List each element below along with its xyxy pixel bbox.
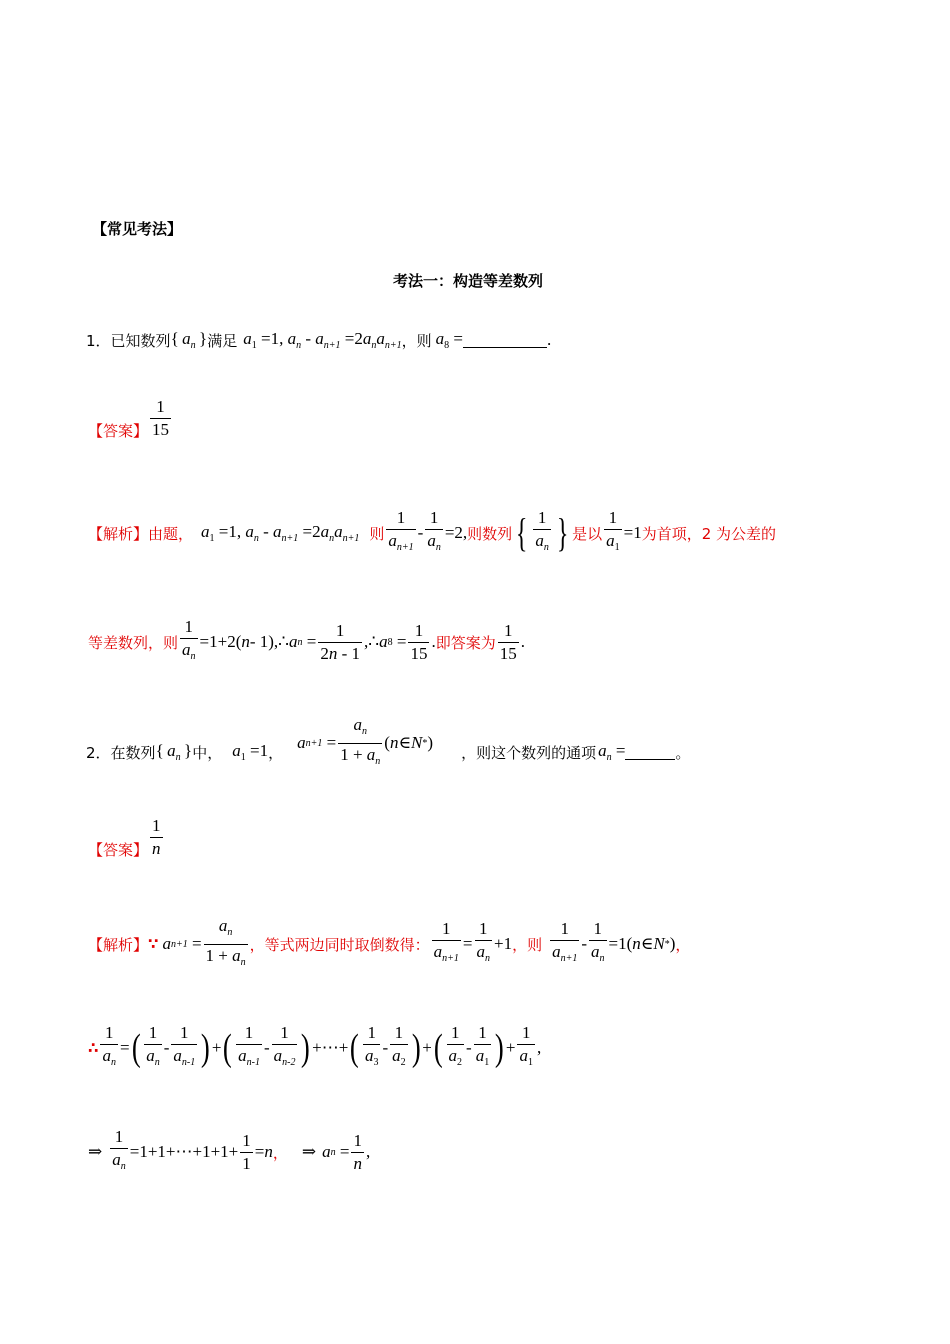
analysis-tag: 【解析】	[88, 524, 149, 543]
target-term: $a_n$ =	[598, 741, 626, 763]
formula: $\frac{1}{15}$ .	[499, 620, 525, 663]
sequence-symbol: { $a_n$ }	[155, 741, 193, 763]
question-1	[86, 318, 551, 362]
section-header: 【常见考法】	[92, 220, 183, 238]
question-text: 中，	[192, 743, 223, 762]
solution-2-line-3: ⇒ $\frac{1}{a_n}$ =1+1+⋯+1+1+ $\frac{1}{1}$ = n ， ⇒ a n = $\frac{1}{n}$ ,	[88, 1122, 370, 1182]
solution-1-line-2: 等差数列，则 $\frac{1}{a_n}$ =1+2( n - 1),∴ a n = $\frac{1}{2n - 1}$ ,∴ a 8 = $\frac{1}{15}$ . 即答案为 $\frac{1}{15}$ .	[88, 614, 525, 670]
formula: a n+1 = $\frac{a_n}{1 + a_n}$	[162, 916, 249, 973]
recurrence-formula: a n+1 = $\frac{a_n}{1 + a_n}$ ( n ∈ N * )	[297, 715, 433, 772]
period: .	[546, 330, 552, 349]
target-term: $a_8$ =	[435, 329, 463, 351]
analysis-tag: 【解析】	[88, 935, 149, 954]
answer-blank[interactable]	[625, 745, 675, 760]
answer-1	[88, 396, 173, 441]
question-text: ，则	[401, 331, 432, 350]
answer-blank[interactable]	[463, 333, 547, 348]
question-text: 满足	[207, 331, 238, 350]
condition-formula: $a_1 =1$, $a_n - a_{n+1} =2a_na_{n+1}$	[243, 329, 402, 351]
formula: $\frac{1}{a_{n+1}}$ - $\frac{1}{a_n}$ =2,	[384, 508, 467, 558]
formula: $\frac{1}{a_n}$ =1+2( n - 1),∴ a n = $\frac{1}{2n - 1}$ ,∴ a 8 = $\frac{1}{15}$ .	[178, 617, 436, 667]
formula: $a_1 =1$, $a_n - a_{n+1} =2a_na_{n+1}$	[201, 522, 360, 544]
formula: $\frac{1}{a_{n+1}}$ = $\frac{1}{a_n}$ +1	[430, 919, 512, 969]
formula: $a_1 =1$	[232, 741, 269, 763]
answer-tag: 【答案】	[88, 841, 149, 859]
answer-fraction: $\frac{1}{15}$	[152, 397, 170, 439]
formula: $\frac{1}{a_n}$ =1+1+⋯+1+1+ $\frac{1}{1}$ = n	[108, 1127, 273, 1177]
formula: a n = $\frac{1}{n}$ ,	[322, 1130, 371, 1173]
telescoping-formula: $\frac{1}{a_n}$ = ( $\frac{1}{a_n}$ - $\frac{1}{a_{n-1}}$ ) + ( $\frac{1}{a_{n-1}}$ - $\frac{1}{a_{n-2}}$ ) +⋯+ ( $\frac{1}{a_3}$ - $\frac{1}{a_2}$ ) + ( $\frac{1}{a_2}$ - $\frac{1}{a_1}$ ) + $\frac{1}{a_1}$ ,	[98, 1023, 541, 1073]
question-number: 2．	[86, 743, 111, 762]
solution-2-line-2: ∴ $\frac{1}{a_n}$ = ( $\frac{1}{a_n}$ - $\frac{1}{a_{n-1}}$ ) + ( $\frac{1}{a_{n-1}}$ - $\frac{1}{a_{n-2}}$ ) +⋯+ ( $\frac{1}{a_3}$ - $\frac{1}{a_2}$ ) + ( $\frac{1}{a_2}$ - $\frac{1}{a_1}$ ) + $\frac{1}{a_1}$ ,	[88, 1018, 541, 1078]
formula: $\frac{1}{a_{n+1}}$ - $\frac{1}{a_n}$ =1( n ∈ N * )	[548, 919, 675, 969]
solution-2-line-1: 【解析】 ∵ a n+1 = $\frac{a_n}{1 + a_n}$ ，等式两边同时取倒数得： $\frac{1}{a_{n+1}}$ = $\frac{1}{a_n}$ +1 ，则 $\frac{1}{a_{n+1}}$ - $\frac{1}{a_n}$ =1( n ∈ N * ) ，	[88, 914, 690, 974]
formula: { $\frac{1}{a_n}$ }	[512, 508, 572, 558]
sequence-symbol: { $a_n$ }	[170, 329, 208, 351]
answer-2	[88, 815, 165, 860]
answer-tag: 【答案】	[88, 422, 149, 440]
question-number: 1．	[86, 331, 111, 350]
solution-1-line-1: 【解析】 由题， $a_1 =1$, $a_n - a_{n+1} =2a_na_{n+1}$ 则 $\frac{1}{a_{n+1}}$ - $\frac{1}{a_n}$ =2, 则数列 { $\frac{1}{a_n}$ } 是以 $\frac{1}{a_1}$ =1 为首项，2 为公差的	[88, 502, 776, 564]
answer-fraction: $\frac{1}{n}$	[152, 816, 161, 858]
formula: $\frac{1}{a_1}$ =1	[602, 508, 642, 558]
question-2: 2． 在数列 { $a_n$ } 中， $a_1 =1$ ， a n+1 = $\frac{a_n}{1 + a_n}$ ( n ∈ N * ) ，则这个数列的通项 $a_n$ = 。	[86, 720, 690, 784]
question-text: 已知数列	[110, 331, 171, 350]
question-text: 在数列	[110, 743, 156, 762]
method-title: 考法一：构造等差数列	[393, 272, 544, 290]
